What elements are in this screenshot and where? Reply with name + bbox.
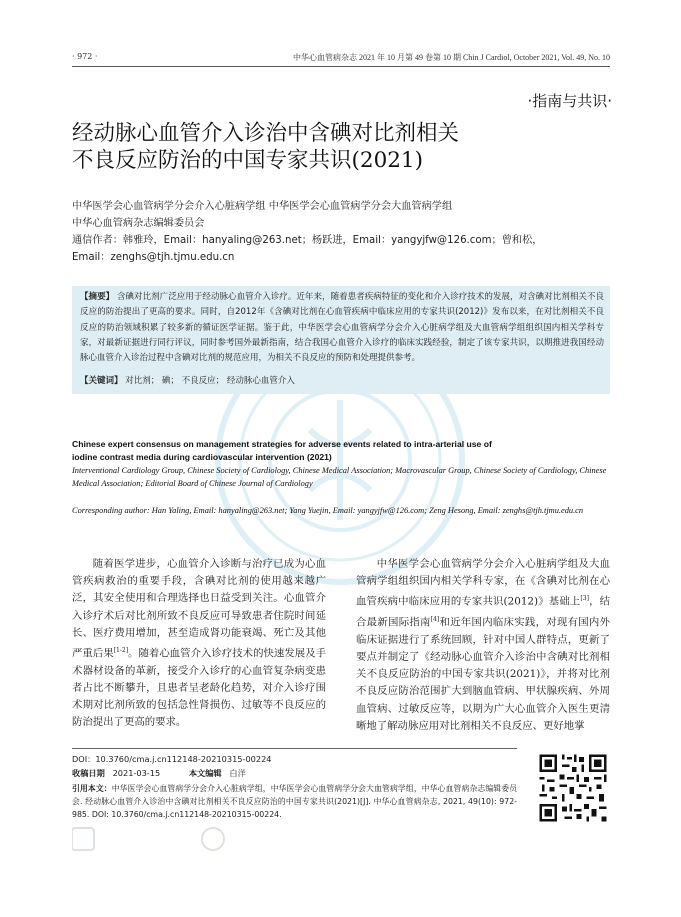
keywords: [80, 374, 604, 389]
citation-ref[interactable]: [4]: [430, 616, 440, 624]
title-line-1: 经动脉心血管介入诊治中含碘对比剂相关: [72, 121, 460, 146]
qr-code-icon[interactable]: [537, 752, 609, 824]
keywords-text: 对比剂； 碘； 不良反应； 经动脉心血管介入: [125, 376, 295, 386]
body-column-left: [72, 556, 326, 732]
doi[interactable]: DOI：10.3760/cma.j.cn112148-20210315-00224: [72, 754, 272, 764]
citation-ref[interactable]: [3]: [580, 595, 589, 603]
citation-ref[interactable]: [1-2]: [113, 647, 129, 655]
header-rule: [72, 66, 610, 67]
english-affiliations: Interventional Cardiology Group, Chinese Society of Cardiology, Chinese Medical Association; Macrovascular Group, Chinese Society of Cardiology, Chinese Medical Association; Editorial Board of Chinese Journal of Cardiology: [72, 466, 607, 488]
body-paragraph: 中华医学会心血管病学分会介入心脏病学组及大血管病学组组织国内相关学科专家，在《含碘对比剂在心血管疾病中临床应用的专家共识(2012)》基础上[3]，结合最新国际指南[4]和近年国内临床实践，对现有国内外临床证据进行了系统回顾，针对中国人群特点，更新了要点并制定了《经动脉心血管介入诊治中含碘对比剂相关不良反应防治的中国专家共识(2021)》，并将对比剂不良反应防治范围扩大到脑血管病、甲状腺疾病、外周血管病、过敏反应等，以期为广大心血管介入医生更清晰地了解动脉应用对比剂相关不良反应、更好地掌: [356, 558, 611, 732]
title-line-2: 不良反应防治的中国专家共识(2021): [72, 148, 423, 173]
citation: 引用本文：中华医学会心血管病学分会介入心脏病学组，中华医学会心血管病学分会大血管病学组，中华心血管病杂志编辑委员会. 经动脉心血管介入诊治中含碘对比剂相关不良反应防治的中国专家共识(2021)[J]. 中华心血管病杂志, 2021, 49(10): 972-985. DOI: 10.3760/cma.j.cn112148-20210315-00224.: [72, 784, 517, 819]
english-title: Chinese expert consensus on management strategies for adverse events related to intra-arterial use of iodine contrast media during cardiovascular intervention (2021): [72, 439, 492, 462]
author-orgs-1: 中华医学会心血管病学分会介入心脏病学组 中华医学会心血管病学分会大血管病学组: [72, 201, 453, 212]
received-date: 收稿日期 2021-03-15 本文编辑 白洋: [72, 768, 246, 778]
publisher-logo-icon: [72, 824, 332, 854]
article-title: [72, 120, 572, 174]
section-label: ·指南与共识·: [527, 92, 612, 110]
journal-running-head: 中华心血管病杂志 2021 年 10 月第 49 卷第 10 期 Chin J Cardiol, October 2021, Vol. 49, No. 10: [292, 53, 610, 62]
footer-rule: [72, 748, 517, 749]
body-column-right: [356, 556, 610, 735]
english-corresponding-author: Corresponding author: Han Yaling, Email: hanyaling@263.net; Yang Yuejin, Email: yangyjfw@126.com; Zeng Hesong, Email: zenghs@tjh.tjmu.edu.cn: [72, 506, 584, 515]
body-paragraph: 随着医学进步，心血管介入诊断与治疗已成为心血管疾病救治的重要手段，含碘对比剂的使用越来越广泛，其安全使用和合理选择也日益受到关注。心血管介入诊疗术后对比剂所致不良反应可导致患者住院时间延长、医疗费用增加，甚至造成肾功能衰竭、死亡及其他严重后果[1-2]。随着心血管介入诊疗技术的快速发展及手术器材设备的革新，接受介入诊疗的心血管复杂病变患者占比不断攀升，且患者呈老龄化趋势，对介入诊疗围术期对比剂所致的包括急性肾损伤、过敏等不良反应的防治提出了更高的要求。: [72, 558, 327, 729]
abstract-text: 含碘对比剂广泛应用于经动脉心血管介入诊疗。近年来，随着患者疾病特征的变化和介入诊疗技术的发展，对含碘对比剂相关不良反应的防治提出了更高的要求。同时，自2012年《含碘对比剂在心血管疾病中临床应用的专家共识(2012)》发布以来，在对比剂相关不良反应的防治领域积累了较多新的循证医学证据。鉴于此，中华医学会心血管病学分会介入心脏病学组及大血管病学组组织国内相关学科专家，对最新证据进行同行评议，同时参考国外最新指南，结合我国心血管介入诊疗的临床实践经验，制定了该专家共识，以期推进我国经动脉心血管介入诊治过程中含碘对比剂的规范应用，为相关不良反应的预防和处理提供参考。: [80, 292, 604, 364]
page-number: · 972 ·: [72, 52, 98, 61]
keywords-label: 【关键词】: [80, 376, 123, 386]
abstract: [80, 290, 604, 366]
abstract-label: 【摘要】: [80, 292, 115, 302]
corresponding-authors-1: 通信作者：韩雅玲，Email：hanyaling@263.net；杨跃进，Email：yangyjfw@126.com；曾和松，: [72, 235, 543, 246]
corresponding-authors-2: Email：zenghs@tjh.tjmu.edu.cn: [72, 252, 235, 263]
author-orgs-2: 中华心血管病杂志编辑委员会: [72, 218, 205, 229]
author-block: [72, 198, 610, 266]
